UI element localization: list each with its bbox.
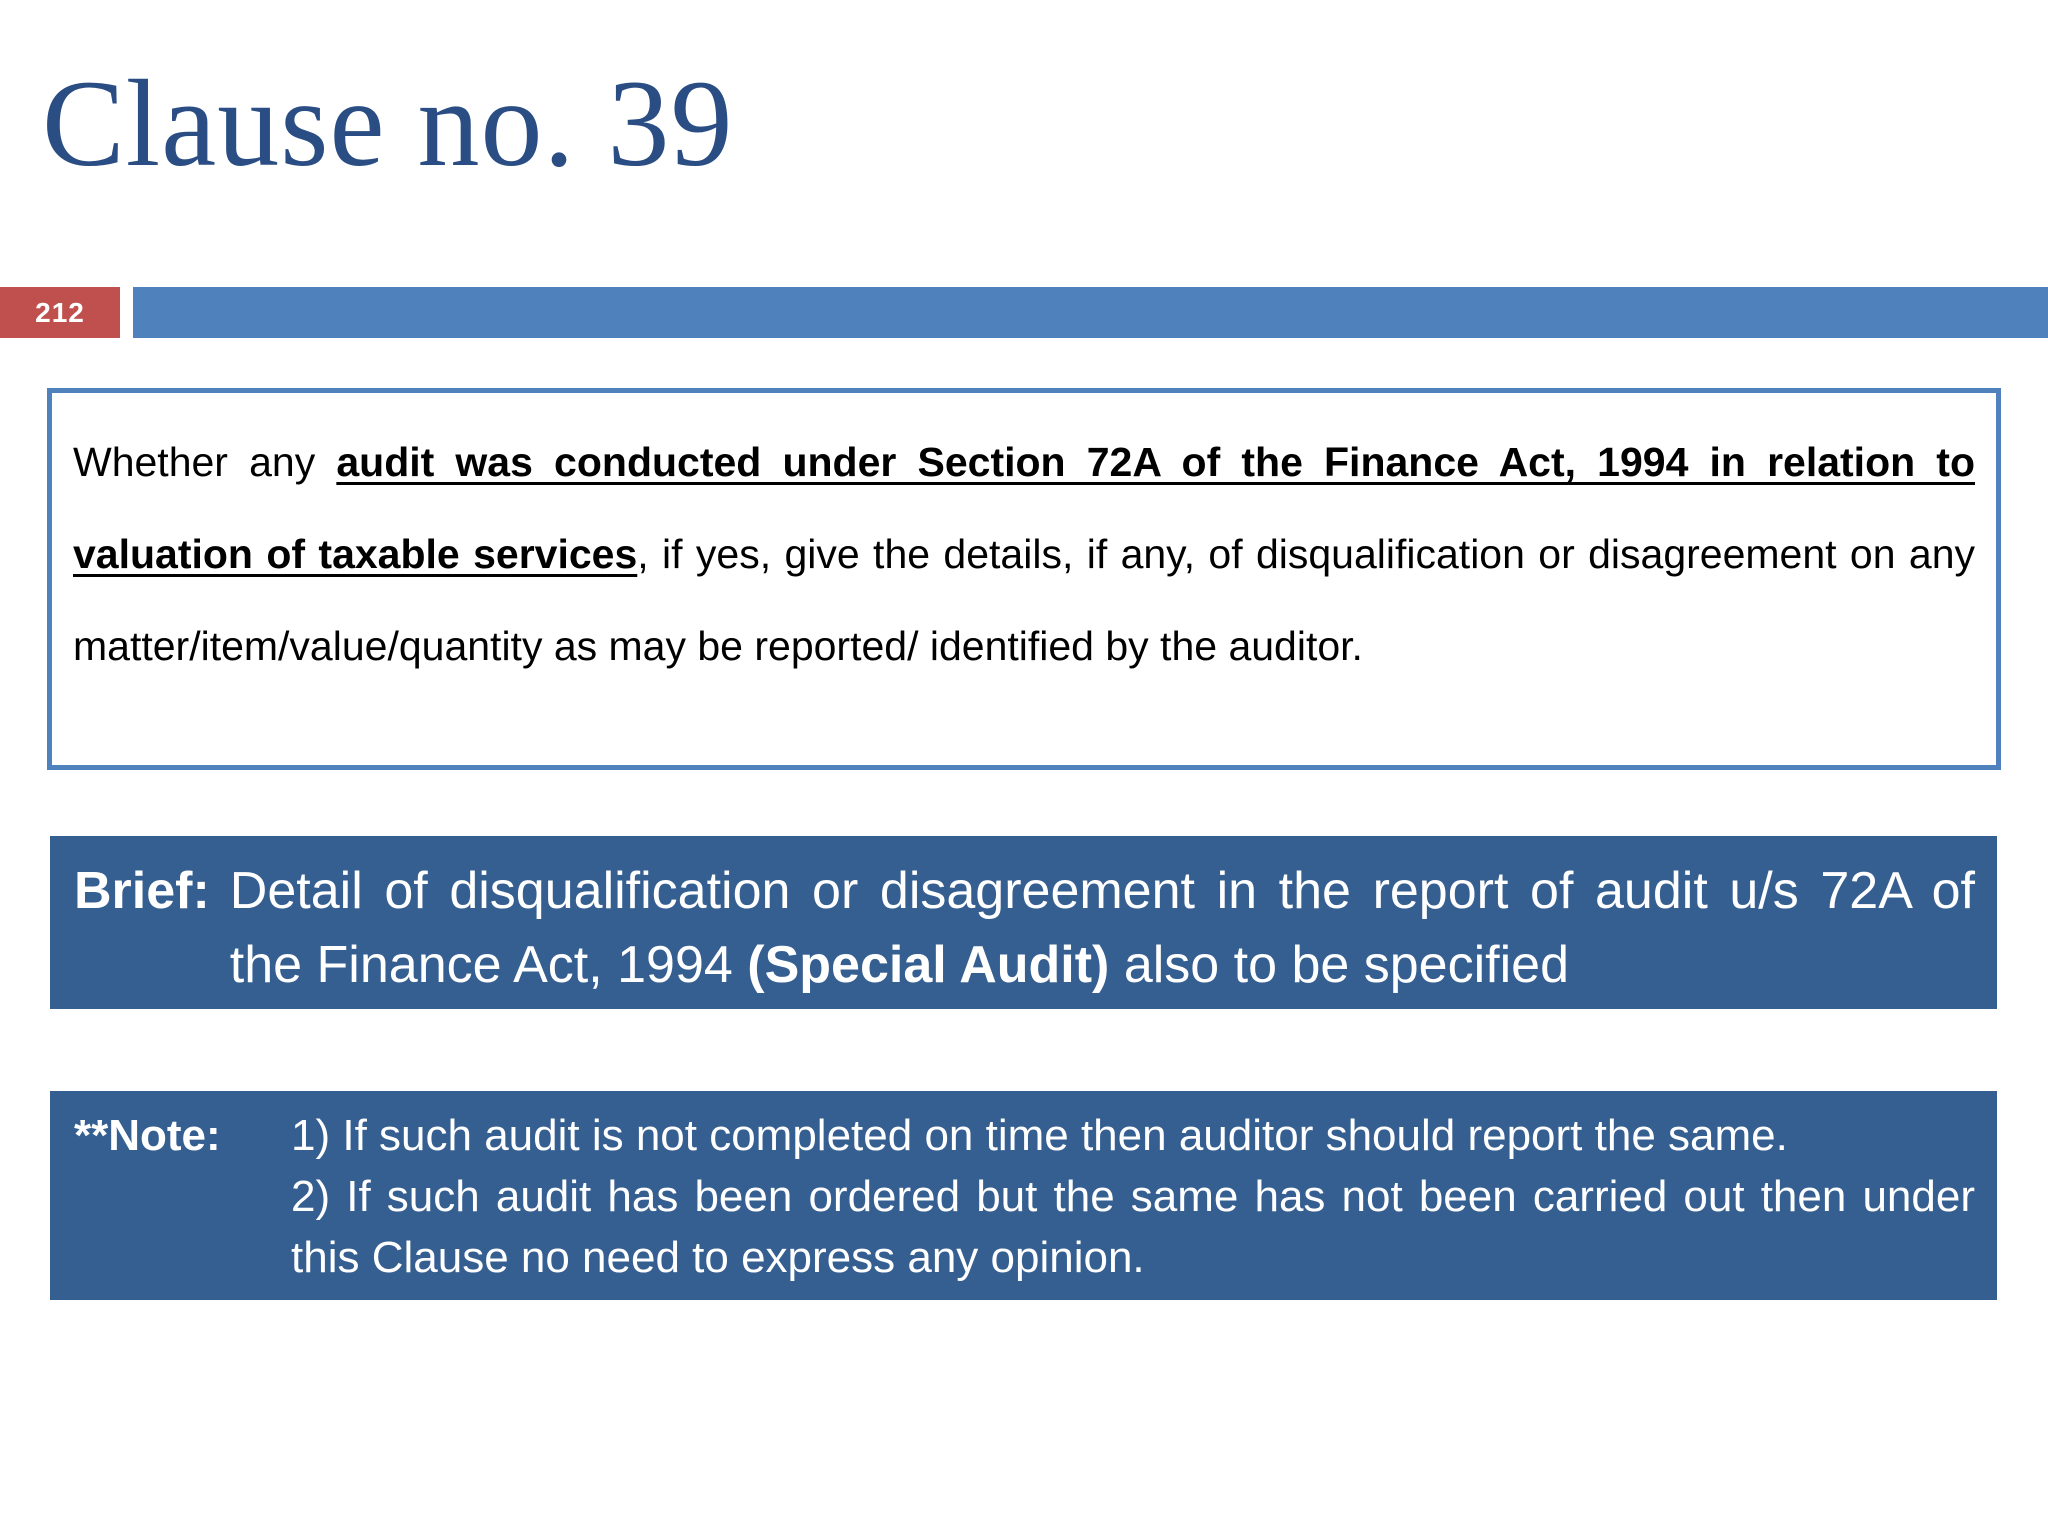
brief-box xyxy=(50,836,1997,1009)
brief-text xyxy=(230,854,1975,1009)
clause-rest: , if yes, give the details, if any, of disqualification or disagreement on any matter/item/value/quantity as may be reported/ identified by the auditor. xyxy=(73,531,1975,669)
note-box xyxy=(50,1091,1997,1300)
clause-emphasis: audit was conducted under Section 72A of the Finance Act, 1994 in relation to valuation of taxable services xyxy=(73,439,1975,577)
clause-text-box xyxy=(47,388,2001,770)
header-bar xyxy=(133,287,2048,338)
brief-text-after: also to be specified xyxy=(1109,936,1569,994)
clause-intro: Whether any xyxy=(73,439,337,485)
note-item: 1) If such audit is not completed on time then auditor should report the same. xyxy=(291,1111,1788,1160)
slide-title: Clause no. 39 xyxy=(42,55,734,192)
note-items xyxy=(291,1105,1975,1300)
clause-text xyxy=(73,416,1975,692)
page-number-badge: 212 xyxy=(0,287,120,338)
note-label: **Note: xyxy=(74,1111,221,1160)
brief-label: Brief: xyxy=(74,862,210,920)
brief-text-before: Detail of disqualification or disagreement in the report of audit u/s 72A of the Finance Act, 1994 xyxy=(229,862,1975,994)
note-item: 2) If such audit has been ordered but the same has not been carried out then under this Clause no need to express any opinion. xyxy=(291,1172,1975,1282)
brief-text-bold: (Special Audit) xyxy=(747,936,1110,994)
